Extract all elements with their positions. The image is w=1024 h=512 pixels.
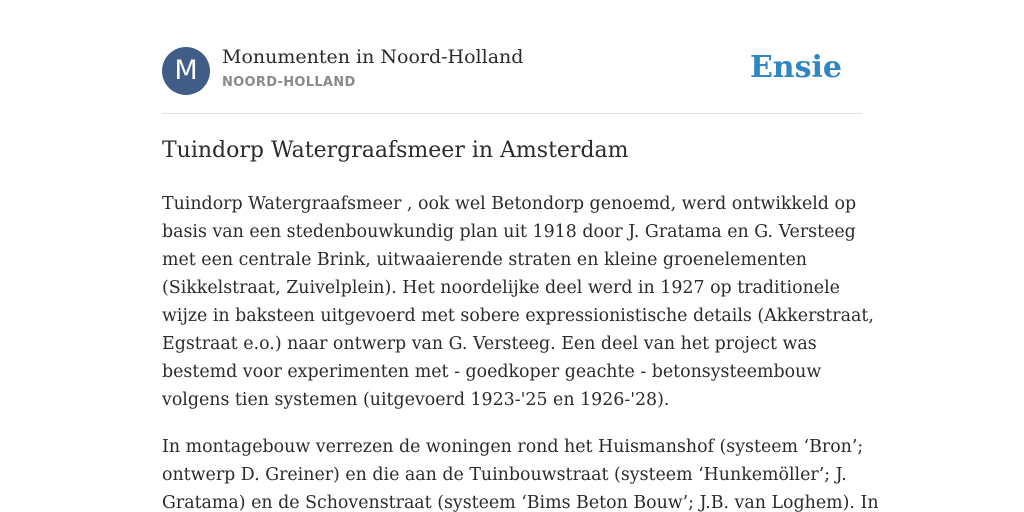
paragraph-line: In montagebouw verrezen de woningen rond het Huismanshof (systeem ‘Bron’;	[162, 437, 864, 457]
paragraph-line: (Sikkelstraat, Zuivelplein). Het noordelijke deel werd in 1927 op traditionele	[162, 278, 840, 298]
paragraph-line: wijze in baksteen uitgevoerd met sobere expressionistische details (Akkerstraat,	[162, 306, 874, 326]
header-divider	[162, 113, 862, 114]
avatar[interactable]: M	[162, 47, 210, 95]
article-title: Tuindorp Watergraafsmeer in Amsterdam	[162, 138, 629, 163]
site-subtitle[interactable]: NOORD-HOLLAND	[222, 75, 356, 90]
article-body	[162, 190, 879, 512]
paragraph-line: Gratama) en de Schovenstraat (systeem ‘Bims Beton Bouw’; J.B. van Loghem). In	[162, 493, 879, 512]
site-header	[162, 46, 862, 96]
paragraph-line: ontwerp D. Greiner) en die aan de Tuinbouwstraat (systeem ‘Hunkemöller’; J.	[162, 465, 847, 485]
paragraph-2	[162, 433, 879, 512]
paragraph-1	[162, 190, 874, 414]
paragraph-line: basis van een stedenbouwkundig plan uit 1918 door J. Gratama en G. Versteeg	[162, 222, 856, 242]
paragraph-line: bestemd voor experimenten met - goedkoper geachte - betonsysteembouw	[162, 362, 822, 382]
paragraph-line: met een centrale Brink, uitwaaierende straten en kleine groenelementen	[162, 250, 807, 270]
paragraph-line: volgens tien systemen (uitgevoerd 1923-'25 en 1926-'28).	[162, 390, 670, 410]
brand-logo[interactable]: Ensie	[749, 50, 842, 85]
paragraph-line: Tuindorp Watergraafsmeer , ook wel Betondorp genoemd, werd ontwikkeld op	[162, 194, 857, 214]
site-title[interactable]: Monumenten in Noord-Holland	[222, 46, 524, 68]
paragraph-line: Egstraat e.o.) naar ontwerp van G. Versteeg. Een deel van het project was	[162, 334, 817, 354]
